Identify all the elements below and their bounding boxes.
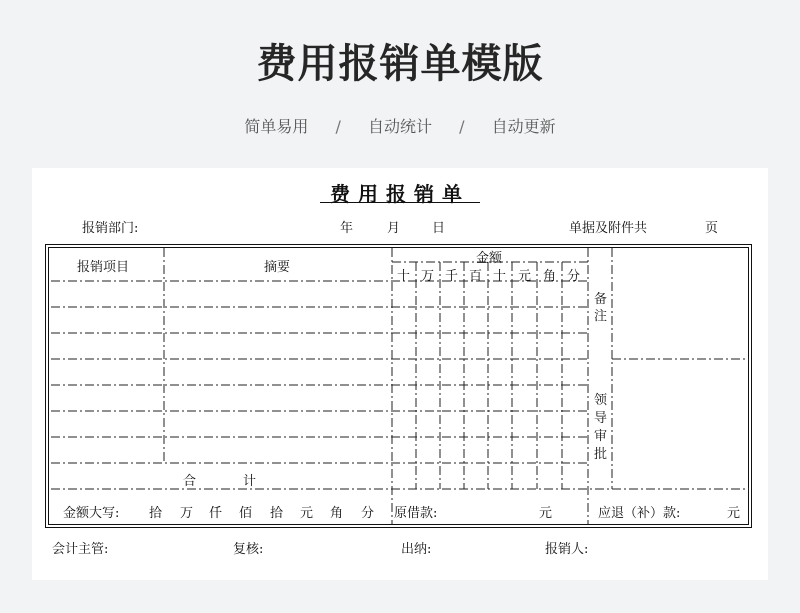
unit-bai: 佰 bbox=[239, 506, 253, 521]
refund-label: 应退（补）款: bbox=[598, 506, 681, 521]
reimbursement-form bbox=[32, 168, 768, 580]
digit-fen: 分 bbox=[567, 269, 581, 284]
remarks-char-1: 备 bbox=[594, 292, 608, 307]
month-label: 月 bbox=[387, 221, 401, 236]
amount-words-label: 金额大写: bbox=[63, 506, 120, 521]
page-title: 费用报销单模版 bbox=[256, 41, 544, 87]
digit-bai: 百 bbox=[469, 269, 483, 284]
remarks-char-2: 注 bbox=[594, 309, 608, 324]
feature-auto-update: 自动更新 bbox=[491, 117, 556, 136]
feature-simple: 简单易用 bbox=[244, 117, 309, 136]
unit-yuan: 元 bbox=[300, 506, 314, 521]
approval-char-4: 批 bbox=[594, 447, 608, 462]
digit-shi: 十 bbox=[493, 269, 507, 284]
header-summary: 摘要 bbox=[264, 260, 291, 275]
claimant-label: 报销人: bbox=[545, 542, 589, 557]
advance-label: 原借款: bbox=[394, 506, 438, 521]
refund-unit: 元 bbox=[727, 506, 741, 521]
header-item: 报销项目 bbox=[77, 260, 130, 275]
attachments-unit: 页 bbox=[705, 221, 719, 236]
digit-wan: 万 bbox=[421, 269, 435, 284]
unit-shi-wan: 拾 bbox=[149, 506, 163, 521]
unit-jiao: 角 bbox=[330, 506, 344, 521]
approval-char-1: 领 bbox=[594, 393, 608, 408]
reviewer-label: 复核: bbox=[233, 542, 264, 557]
digit-yuan: 元 bbox=[518, 269, 532, 284]
total-he: 合 bbox=[183, 474, 197, 489]
header-amount: 金额 bbox=[476, 251, 503, 266]
feature-auto-stats: 自动统计 bbox=[367, 117, 432, 136]
approval-char-3: 审 bbox=[594, 429, 608, 444]
accountant-label: 会计主管: bbox=[52, 542, 109, 557]
department-label: 报销部门: bbox=[82, 221, 139, 236]
digit-qian: 千 bbox=[445, 269, 459, 284]
day-label: 日 bbox=[432, 221, 446, 236]
approval-char-2: 导 bbox=[594, 411, 608, 426]
advance-unit: 元 bbox=[539, 506, 553, 521]
unit-qian: 仟 bbox=[209, 506, 223, 521]
form-title: 费用报销单 bbox=[330, 182, 470, 206]
cashier-label: 出纳: bbox=[401, 542, 432, 557]
attachments-label: 单据及附件共 bbox=[569, 221, 648, 236]
feature-separator: / bbox=[459, 117, 465, 136]
digit-jiao: 角 bbox=[543, 269, 557, 284]
unit-fen: 分 bbox=[361, 506, 375, 521]
total-ji: 计 bbox=[243, 474, 257, 489]
digit-shi-wan: 十 bbox=[397, 269, 411, 284]
feature-separator: / bbox=[335, 117, 341, 136]
feature-list bbox=[0, 114, 800, 137]
unit-shi: 拾 bbox=[270, 506, 284, 521]
year-label: 年 bbox=[340, 221, 354, 236]
unit-wan: 万 bbox=[180, 506, 194, 521]
